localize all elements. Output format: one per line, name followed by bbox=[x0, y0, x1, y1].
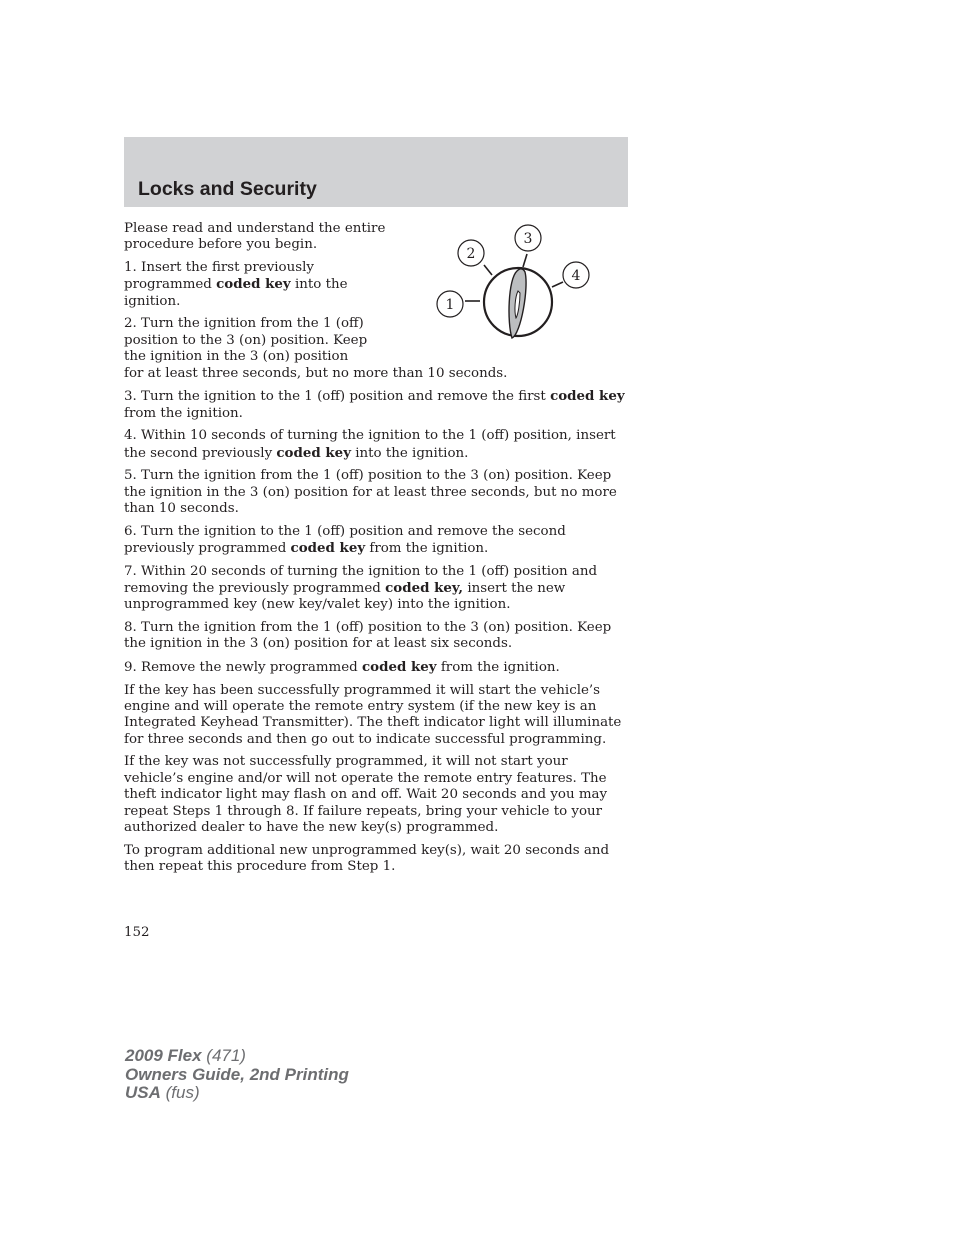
step-3-pre: 3. Turn the ignition to the 1 (off) position and remove the first bbox=[124, 389, 551, 405]
step-1-text bbox=[124, 260, 389, 310]
step-9 bbox=[124, 659, 630, 676]
step-1-bold: coded key bbox=[216, 276, 291, 293]
footer-line-2: Owners Guide, 2nd Printing bbox=[125, 1064, 349, 1084]
step-1-pre: 1. Insert the first previously programmed bbox=[124, 260, 314, 293]
step-4 bbox=[124, 428, 630, 462]
success-paragraph: If the key has been successfully programmed it will start the vehicle’s engine and will operate the remote entry system (if the new key is an Integrated Keyhead Transmitter). The theft indicator light will illuminate for three seconds and then go out to indicate successful programming. bbox=[124, 682, 622, 747]
step-3 bbox=[124, 388, 630, 422]
step-2-text: 2. Turn the ignition from the 1 (off) position to the 3 (on) position. Keep the ignition in the 3 (on) position bbox=[124, 316, 368, 365]
footer-model: 2009 Flex bbox=[125, 1046, 202, 1065]
position-1-label: 1 bbox=[445, 297, 455, 313]
step-7-pre: 7. Within 20 seconds of turning the ignition to the 1 (off) position and removing the previously programmed bbox=[124, 563, 598, 597]
page-number: 152 bbox=[124, 925, 150, 940]
step-6-post: from the ignition. bbox=[365, 541, 489, 557]
step-4-bold: coded key bbox=[276, 444, 351, 461]
step-5: 5. Turn the ignition from the 1 (off) position to the 3 (on) position. Keep the ignition in the 3 (on) position for at least three seconds, but no more than 10 seconds. bbox=[124, 468, 617, 517]
step-6 bbox=[124, 524, 630, 558]
step-9-bold: coded key bbox=[362, 659, 437, 676]
step-7-post: insert the new unprogrammed key (new key/valet key) into the ignition. bbox=[124, 581, 566, 613]
section-header-band bbox=[124, 137, 628, 207]
step-6-bold: coded key bbox=[290, 540, 366, 557]
step-2 bbox=[124, 316, 630, 382]
step-1 bbox=[124, 260, 630, 310]
position-2-label: 2 bbox=[466, 246, 476, 262]
intro-paragraph bbox=[124, 221, 630, 254]
footer-market: USA bbox=[125, 1083, 161, 1103]
position-4-label: 4 bbox=[571, 268, 581, 284]
step-7 bbox=[124, 564, 630, 614]
intro-text: Please read and understand the entire procedure before you begin. bbox=[124, 221, 386, 253]
step-1-post: into the ignition. bbox=[124, 277, 348, 309]
step-4-post: into the ignition. bbox=[350, 445, 469, 461]
step-3-bold: coded key bbox=[550, 388, 625, 405]
step-9-pre: 9. Remove the newly programmed bbox=[124, 660, 362, 676]
footer-line-3 bbox=[125, 1084, 349, 1103]
additional-keys-paragraph: To program additional new unprogrammed key(s), wait 20 seconds and then repeat this procedure from Step 1. bbox=[124, 842, 610, 875]
step-3-post: from the ignition. bbox=[124, 405, 243, 421]
footer-line-1 bbox=[125, 1047, 349, 1066]
step-6-pre: 6. Turn the ignition to the 1 (off) position and remove the second previously programmed bbox=[124, 523, 566, 557]
step-4-pre: 4. Within 10 seconds of turning the ignition to the 1 (off) position, insert the second previously bbox=[124, 428, 616, 461]
step-7-bold: coded key, bbox=[385, 580, 464, 597]
position-3-label: 3 bbox=[523, 231, 533, 247]
step-9-post: from the ignition. bbox=[436, 660, 560, 676]
footer-market-code: (fus) bbox=[160, 1083, 200, 1103]
failure-paragraph: If the key was not successfully programmed, it will not start your vehicle’s engine and/or will not operate the remote entry features. The theft indicator light may flash on and off. Wait 20 seconds and you may repeat Steps 1 through 8. If failure repeats, bring your vehicle to your authorized dealer to have the new key(s) programmed. bbox=[124, 754, 608, 836]
section-title: Locks and Security bbox=[138, 178, 317, 200]
step-2-rest: for at least three seconds, but no more than 10 seconds. bbox=[124, 365, 508, 381]
step-8: 8. Turn the ignition from the 1 (off) position to the 3 (on) position. Keep the ignition in the 3 (on) position for at least six seconds. bbox=[124, 620, 612, 652]
publication-footer bbox=[125, 1047, 349, 1103]
footer-model-code: (471) bbox=[201, 1046, 246, 1065]
procedure-body bbox=[124, 221, 630, 882]
